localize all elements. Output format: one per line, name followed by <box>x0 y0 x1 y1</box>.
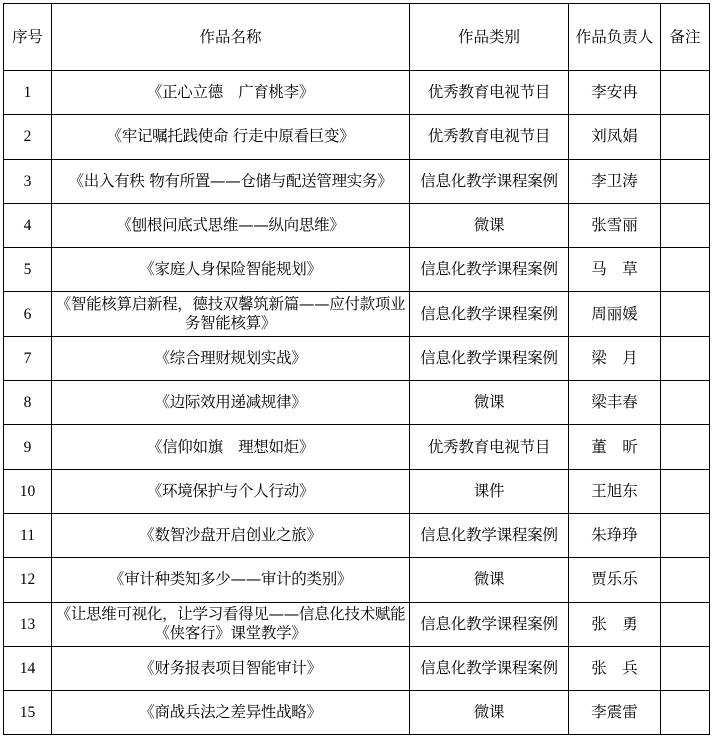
works-table <box>3 3 710 735</box>
cell-category: 优秀教育电视节目 <box>410 115 569 159</box>
cell-title-text: 《数智沙盘开启创业之旅》 <box>139 526 322 545</box>
cell-title <box>52 159 410 203</box>
cell-owner: 朱琤琤 <box>569 513 661 557</box>
cell-remark <box>661 558 710 602</box>
cell-title <box>52 248 410 292</box>
cell-remark <box>661 159 710 203</box>
cell-remark <box>661 513 710 557</box>
table-row <box>4 469 710 513</box>
cell-title <box>52 203 410 247</box>
cell-seq: 1 <box>4 71 52 115</box>
table-row <box>4 513 710 557</box>
cell-remark <box>661 646 710 690</box>
cell-category: 信息化教学课程案例 <box>410 336 569 380</box>
table-row <box>4 425 710 469</box>
cell-category: 信息化教学课程案例 <box>410 646 569 690</box>
cell-title-text: 《环境保护与个人行动》 <box>146 481 315 500</box>
cell-category: 优秀教育电视节目 <box>410 71 569 115</box>
cell-remark <box>661 602 710 646</box>
cell-title-text: 《出入有秩 物有所置——仓储与配送管理实务》 <box>68 171 393 190</box>
cell-title <box>52 558 410 602</box>
cell-title-text: 《商战兵法之差异性战略》 <box>139 703 322 722</box>
cell-owner: 李安冉 <box>569 71 661 115</box>
table-row <box>4 71 710 115</box>
cell-category: 微课 <box>410 203 569 247</box>
cell-title-text: 《信仰如旗 理想如炬》 <box>146 437 315 456</box>
cell-seq: 2 <box>4 115 52 159</box>
header-title: 作品名称 <box>52 4 410 71</box>
cell-category: 信息化教学课程案例 <box>410 248 569 292</box>
cell-owner: 梁丰春 <box>569 381 661 425</box>
cell-seq: 7 <box>4 336 52 380</box>
cell-owner: 周丽媛 <box>569 292 661 336</box>
cell-title <box>52 691 410 735</box>
cell-remark <box>661 115 710 159</box>
cell-owner: 刘凤娟 <box>569 115 661 159</box>
cell-seq: 8 <box>4 381 52 425</box>
cell-seq: 14 <box>4 646 52 690</box>
cell-category: 微课 <box>410 558 569 602</box>
cell-category: 优秀教育电视节目 <box>410 425 569 469</box>
header-category: 作品类别 <box>410 4 569 71</box>
table-row <box>4 381 710 425</box>
cell-seq: 13 <box>4 602 52 646</box>
table-row <box>4 115 710 159</box>
cell-seq: 5 <box>4 248 52 292</box>
cell-title-text: 《综合理财规划实战》 <box>154 348 307 367</box>
table-row <box>4 336 710 380</box>
cell-owner: 王旭东 <box>569 469 661 513</box>
cell-remark <box>661 336 710 380</box>
cell-seq: 12 <box>4 558 52 602</box>
cell-remark <box>661 469 710 513</box>
cell-seq: 11 <box>4 513 52 557</box>
header-owner: 作品负责人 <box>569 4 661 71</box>
cell-title <box>52 646 410 690</box>
cell-remark <box>661 203 710 247</box>
table-row <box>4 203 710 247</box>
cell-owner: 李卫涛 <box>569 159 661 203</box>
table-row <box>4 292 710 336</box>
cell-remark <box>661 425 710 469</box>
cell-title <box>52 115 410 159</box>
header-seq: 序号 <box>4 4 52 71</box>
cell-seq: 10 <box>4 469 52 513</box>
cell-remark <box>661 691 710 735</box>
cell-seq: 9 <box>4 425 52 469</box>
cell-title-text: 《刨根问底式思维——纵向思维》 <box>116 216 345 235</box>
cell-owner: 张 勇 <box>569 602 661 646</box>
table-row <box>4 248 710 292</box>
cell-title-text: 《正心立德 广育桃李》 <box>146 83 315 102</box>
cell-owner: 董 昕 <box>569 425 661 469</box>
cell-remark <box>661 71 710 115</box>
table-row <box>4 602 710 646</box>
cell-category: 信息化教学课程案例 <box>410 513 569 557</box>
cell-seq: 15 <box>4 691 52 735</box>
cell-category: 微课 <box>410 691 569 735</box>
cell-category: 信息化教学课程案例 <box>410 292 569 336</box>
cell-seq: 4 <box>4 203 52 247</box>
cell-title <box>52 513 410 557</box>
table-row <box>4 558 710 602</box>
cell-owner: 贾乐乐 <box>569 558 661 602</box>
table-row <box>4 646 710 690</box>
cell-title-text: 《智能核算启新程，德技双馨筑新篇——应付款项业务智能核算》 <box>55 295 406 333</box>
cell-category: 课件 <box>410 469 569 513</box>
cell-title <box>52 381 410 425</box>
cell-seq: 3 <box>4 159 52 203</box>
cell-title-text: 《财务报表项目智能审计》 <box>139 659 322 677</box>
cell-remark <box>661 381 710 425</box>
cell-category: 微课 <box>410 381 569 425</box>
cell-title-text: 《家庭人身保险智能规划》 <box>139 260 322 279</box>
cell-owner: 张雪丽 <box>569 203 661 247</box>
cell-title-text: 《牢记嘱托践使命 行走中原看巨变》 <box>106 127 355 146</box>
cell-title-text: 《让思维可视化，让学习看得见——信息化技术赋能《侠客行》课堂教学》 <box>55 605 406 643</box>
cell-title-text: 《边际效用递减规律》 <box>154 393 307 412</box>
cell-owner: 马 草 <box>569 248 661 292</box>
cell-owner: 张 兵 <box>569 646 661 690</box>
cell-owner: 梁 月 <box>569 336 661 380</box>
header-row <box>4 4 710 71</box>
cell-category: 信息化教学课程案例 <box>410 602 569 646</box>
cell-title <box>52 425 410 469</box>
cell-title-text: 《审计种类知多少——审计的类别》 <box>108 570 353 589</box>
table-row <box>4 691 710 735</box>
cell-title <box>52 469 410 513</box>
header-remark: 备注 <box>661 4 710 71</box>
cell-title <box>52 336 410 380</box>
cell-title <box>52 71 410 115</box>
table-row <box>4 159 710 203</box>
cell-remark <box>661 292 710 336</box>
cell-title <box>52 292 410 336</box>
cell-seq: 6 <box>4 292 52 336</box>
cell-category: 信息化教学课程案例 <box>410 159 569 203</box>
cell-remark <box>661 248 710 292</box>
cell-owner: 李震雷 <box>569 691 661 735</box>
cell-title <box>52 602 410 646</box>
